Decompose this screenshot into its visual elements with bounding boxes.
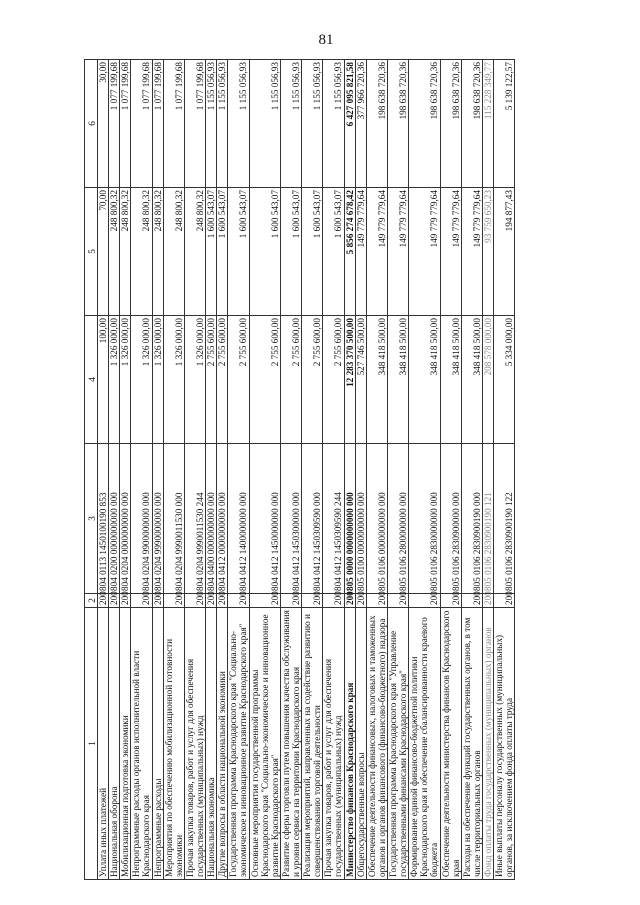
row-remaining-cell: 30,00 xyxy=(98,60,109,188)
row-code-line-cell: 200 xyxy=(280,594,301,608)
row-planned-cell: 348 418 500,00 xyxy=(440,316,461,444)
row-executed-cell: 70,00 xyxy=(98,188,109,316)
table-row xyxy=(323,60,344,880)
row-name-cell: Развитие сферы торговли путем повышения качества обслуживания и уровня сервиса на территории Краснодарского края xyxy=(280,608,301,880)
row-remaining-cell: 1 077 199,68 xyxy=(109,60,120,188)
row-executed-cell: 248 800,32 xyxy=(184,188,205,316)
table-row xyxy=(387,60,408,880)
row-code-line-cell: 200 xyxy=(120,594,131,608)
col-header-3: 3 xyxy=(85,444,98,594)
table-row xyxy=(163,60,184,880)
row-executed-cell: 1 600 543,07 xyxy=(206,188,217,316)
row-budget-code-cell: 804 0412 1450309590 244 xyxy=(323,444,344,594)
row-budget-code-cell: 804 0400 0000000000 000 xyxy=(206,444,217,594)
rotated-table-container xyxy=(84,60,564,880)
table-row xyxy=(120,60,131,880)
row-budget-code-cell: 805 0106 2830900190 122 xyxy=(494,444,515,594)
col-header-4: 4 xyxy=(85,316,98,444)
row-executed-cell: 248 800,32 xyxy=(163,188,184,316)
table-row xyxy=(344,60,355,880)
row-code-line-cell: 200 xyxy=(184,594,205,608)
row-code-line-cell: 200 xyxy=(355,594,366,608)
row-budget-code-cell: 805 0106 2830000000 000 xyxy=(409,444,440,594)
row-executed-cell: 149 779 779,64 xyxy=(355,188,366,316)
row-executed-cell: 149 779 779,64 xyxy=(440,188,461,316)
budget-table xyxy=(84,59,515,880)
row-planned-cell: 1 326 000,00 xyxy=(184,316,205,444)
row-budget-code-cell: 804 0412 1450300000 000 xyxy=(280,444,301,594)
row-name-cell: Национальная оборона xyxy=(109,608,120,880)
row-planned-cell: 2 755 600,00 xyxy=(206,316,217,444)
row-remaining-cell: 1 077 199,68 xyxy=(163,60,184,188)
col-header-6: 6 xyxy=(85,60,98,188)
table-row xyxy=(409,60,440,880)
table-row xyxy=(461,60,482,880)
row-executed-cell: 248 800,32 xyxy=(109,188,120,316)
row-planned-cell: 2 755 600,00 xyxy=(249,316,280,444)
row-planned-cell: 1 326 000,00 xyxy=(131,316,152,444)
row-budget-code-cell: 805 0106 2830900000 000 xyxy=(440,444,461,594)
row-budget-code-cell: 804 0412 1450000000 000 xyxy=(249,444,280,594)
table-row xyxy=(184,60,205,880)
table-row xyxy=(482,60,493,880)
row-executed-cell: 1 600 543,07 xyxy=(217,188,228,316)
row-budget-code-cell: 804 0412 1450309590 000 xyxy=(302,444,323,594)
row-remaining-cell: 115 228 349,77 xyxy=(482,60,493,188)
row-executed-cell: 1 600 543,07 xyxy=(302,188,323,316)
row-code-line-cell: 200 xyxy=(494,594,515,608)
row-name-cell: Государственная программа Краснодарского края "Управление государственными финансами Краснодарского края" xyxy=(387,608,408,880)
row-name-cell: Непрограммные расходы xyxy=(152,608,163,880)
row-budget-code-cell: 804 0412 0000000000 000 xyxy=(217,444,228,594)
row-planned-cell: 2 755 600,00 xyxy=(302,316,323,444)
row-planned-cell: 2 755 600,00 xyxy=(280,316,301,444)
row-name-cell: Общегосударственные вопросы xyxy=(355,608,366,880)
row-name-cell: Обеспечение деятельности финансовых, налоговых и таможенных органов и органов финансового (финансово-бюджетного) надзора xyxy=(366,608,387,880)
row-executed-cell: 1 600 543,07 xyxy=(228,188,249,316)
row-code-line-cell: 200 xyxy=(387,594,408,608)
row-remaining-cell: 198 638 720,36 xyxy=(461,60,482,188)
row-name-cell: Государственная программа Краснодарского края "Социально-экономическое и инновационное развитие Краснодарского края" xyxy=(228,608,249,880)
row-planned-cell: 100,00 xyxy=(98,316,109,444)
row-remaining-cell: 198 638 720,36 xyxy=(409,60,440,188)
row-budget-code-cell: 804 0200 0000000000 000 xyxy=(109,444,120,594)
row-executed-cell: 149 779 779,64 xyxy=(366,188,387,316)
row-budget-code-cell: 805 0106 2800000000 000 xyxy=(387,444,408,594)
row-executed-cell: 248 800,32 xyxy=(131,188,152,316)
row-name-cell: Национальная экономика xyxy=(206,608,217,880)
row-executed-cell: 149 779 779,64 xyxy=(387,188,408,316)
table-row xyxy=(131,60,152,880)
row-remaining-cell: 1 155 056,93 xyxy=(217,60,228,188)
col-header-5: 5 xyxy=(85,188,98,316)
table-row xyxy=(152,60,163,880)
row-code-line-cell: 200 xyxy=(323,594,344,608)
row-code-line-cell: 200 xyxy=(109,594,120,608)
row-code-line-cell: 200 xyxy=(228,594,249,608)
table-row xyxy=(228,60,249,880)
table-row xyxy=(249,60,280,880)
row-planned-cell: 208 578 000,00 xyxy=(482,316,493,444)
row-name-cell: Фонд оплаты труда государственных (муниципальных) органов xyxy=(482,608,493,880)
row-name-cell: Мобилизационная подготовка экономики xyxy=(120,608,131,880)
row-code-line-cell: 200 xyxy=(152,594,163,608)
row-executed-cell: 1 600 543,07 xyxy=(323,188,344,316)
row-planned-cell: 2 755 600,00 xyxy=(323,316,344,444)
row-executed-cell: 1 600 543,07 xyxy=(280,188,301,316)
row-remaining-cell: 198 638 720,36 xyxy=(440,60,461,188)
page-number: 81 xyxy=(318,32,334,48)
row-budget-code-cell: 805 0000 0000000000 000 xyxy=(344,444,355,594)
row-code-line-cell: 200 xyxy=(302,594,323,608)
row-code-line-cell: 200 xyxy=(344,594,355,608)
row-executed-cell: 248 800,32 xyxy=(120,188,131,316)
row-budget-code-cell: 805 0100 0000000000 000 xyxy=(355,444,366,594)
row-planned-cell: 348 418 500,00 xyxy=(409,316,440,444)
row-remaining-cell: 377 966 720,36 xyxy=(355,60,366,188)
row-code-line-cell: 200 xyxy=(366,594,387,608)
row-code-line-cell: 200 xyxy=(440,594,461,608)
table-row xyxy=(302,60,323,880)
row-executed-cell: 5 856 274 678,42 xyxy=(344,188,355,316)
header-row xyxy=(85,60,98,880)
row-remaining-cell: 1 155 056,93 xyxy=(206,60,217,188)
row-planned-cell: 2 755 600,00 xyxy=(228,316,249,444)
row-planned-cell: 527 746 500,00 xyxy=(355,316,366,444)
row-code-line-cell: 200 xyxy=(217,594,228,608)
row-executed-cell: 149 779 779,64 xyxy=(461,188,482,316)
table-row xyxy=(494,60,515,880)
row-budget-code-cell: 804 0204 9990011530 000 xyxy=(163,444,184,594)
row-name-cell: Непрограммные расходы органов исполнительной власти Краснодарского края xyxy=(131,608,152,880)
row-code-line-cell: 200 xyxy=(98,594,109,608)
row-planned-cell: 1 326 000,00 xyxy=(120,316,131,444)
row-budget-code-cell: 805 0106 2830900190 000 xyxy=(461,444,482,594)
row-planned-cell: 5 334 000,00 xyxy=(494,316,515,444)
row-remaining-cell: 1 077 199,68 xyxy=(184,60,205,188)
table-body xyxy=(98,60,515,880)
row-code-line-cell: 200 xyxy=(163,594,184,608)
row-remaining-cell: 5 139 122,57 xyxy=(494,60,515,188)
table-row xyxy=(109,60,120,880)
row-code-line-cell: 200 xyxy=(206,594,217,608)
row-remaining-cell: 1 077 199,68 xyxy=(131,60,152,188)
row-planned-cell: 1 326 000,00 xyxy=(163,316,184,444)
row-remaining-cell: 1 155 056,93 xyxy=(323,60,344,188)
row-name-cell: Прочая закупка товаров, работ и услуг для обеспечения государственных (муниципальных) нужд xyxy=(184,608,205,880)
row-remaining-cell: 1 077 199,68 xyxy=(120,60,131,188)
row-name-cell: Другие вопросы в области национальной экономики xyxy=(217,608,228,880)
table-row xyxy=(98,60,109,880)
row-remaining-cell: 198 638 720,36 xyxy=(366,60,387,188)
row-budget-code-cell: 804 0204 9990011530 244 xyxy=(184,444,205,594)
row-name-cell: Основные мероприятия государственной программы Краснодарского края "Социально-экономическое и инновационное развитие Краснодарского края" xyxy=(249,608,280,880)
row-name-cell: Иные выплаты персоналу государственных (муниципальных) органов, за исключением фонда оплаты труда xyxy=(494,608,515,880)
row-budget-code-cell: 804 0204 9900000000 000 xyxy=(131,444,152,594)
row-planned-cell: 1 326 000,00 xyxy=(109,316,120,444)
row-code-line-cell: 200 xyxy=(461,594,482,608)
row-planned-cell: 12 283 370 500,00 xyxy=(344,316,355,444)
table-row xyxy=(206,60,217,880)
row-code-line-cell: 200 xyxy=(131,594,152,608)
row-budget-code-cell: 804 0204 0000000000 000 xyxy=(120,444,131,594)
row-code-line-cell: 200 xyxy=(482,594,493,608)
col-header-2: 2 xyxy=(85,594,98,608)
table-row xyxy=(366,60,387,880)
row-planned-cell: 1 326 000,00 xyxy=(152,316,163,444)
row-executed-cell: 248 800,32 xyxy=(152,188,163,316)
col-header-1: 1 xyxy=(85,608,98,880)
row-remaining-cell: 1 155 056,93 xyxy=(228,60,249,188)
table-row xyxy=(280,60,301,880)
row-budget-code-cell: 804 0204 9990000000 000 xyxy=(152,444,163,594)
row-remaining-cell: 198 638 720,36 xyxy=(387,60,408,188)
row-executed-cell: 149 779 779,64 xyxy=(409,188,440,316)
table-row xyxy=(440,60,461,880)
table-row xyxy=(217,60,228,880)
row-planned-cell: 348 418 500,00 xyxy=(461,316,482,444)
row-budget-code-cell: 804 0113 1450100190 853 xyxy=(98,444,109,594)
row-name-cell: Прочая закупка товаров, работ и услуг для обеспечения государственных (муниципальных) нужд xyxy=(323,608,344,880)
row-name-cell: Обеспечение деятельности министерства финансов Краснодарского края xyxy=(440,608,461,880)
row-budget-code-cell: 805 0106 0000000000 000 xyxy=(366,444,387,594)
row-executed-cell: 194 877,43 xyxy=(494,188,515,316)
row-remaining-cell: 1 155 056,93 xyxy=(249,60,280,188)
row-name-cell: Мероприятия по обеспечению мобилизационной готовности экономики xyxy=(163,608,184,880)
row-name-cell: Расходы на обеспечение функций государственных органов, в том числе территориальных органов xyxy=(461,608,482,880)
row-remaining-cell: 6 427 095 821,58 xyxy=(344,60,355,188)
row-executed-cell: 93 759 650,23 xyxy=(482,188,493,316)
row-code-line-cell: 200 xyxy=(409,594,440,608)
table-row xyxy=(355,60,366,880)
row-planned-cell: 348 418 500,00 xyxy=(366,316,387,444)
row-executed-cell: 1 600 543,07 xyxy=(249,188,280,316)
row-remaining-cell: 1 155 056,93 xyxy=(302,60,323,188)
row-budget-code-cell: 804 0412 1400000000 000 xyxy=(228,444,249,594)
row-name-cell: Реализация мероприятий, направленных на содействие развитию и совершенствованию торговой деятельности xyxy=(302,608,323,880)
row-name-cell: Уплата иных платежей xyxy=(98,608,109,880)
row-planned-cell: 2 755 600,00 xyxy=(217,316,228,444)
row-planned-cell: 348 418 500,00 xyxy=(387,316,408,444)
row-name-cell: Формирование единой финансово-бюджетной политики Краснодарского края и обеспечение сбалансированности краевого бюджета xyxy=(409,608,440,880)
row-remaining-cell: 1 155 056,93 xyxy=(280,60,301,188)
row-remaining-cell: 1 077 199,68 xyxy=(152,60,163,188)
row-name-cell: Министерство финансов Краснодарского края xyxy=(344,608,355,880)
row-budget-code-cell: 805 0106 2830900190 121 xyxy=(482,444,493,594)
row-code-line-cell: 200 xyxy=(249,594,280,608)
